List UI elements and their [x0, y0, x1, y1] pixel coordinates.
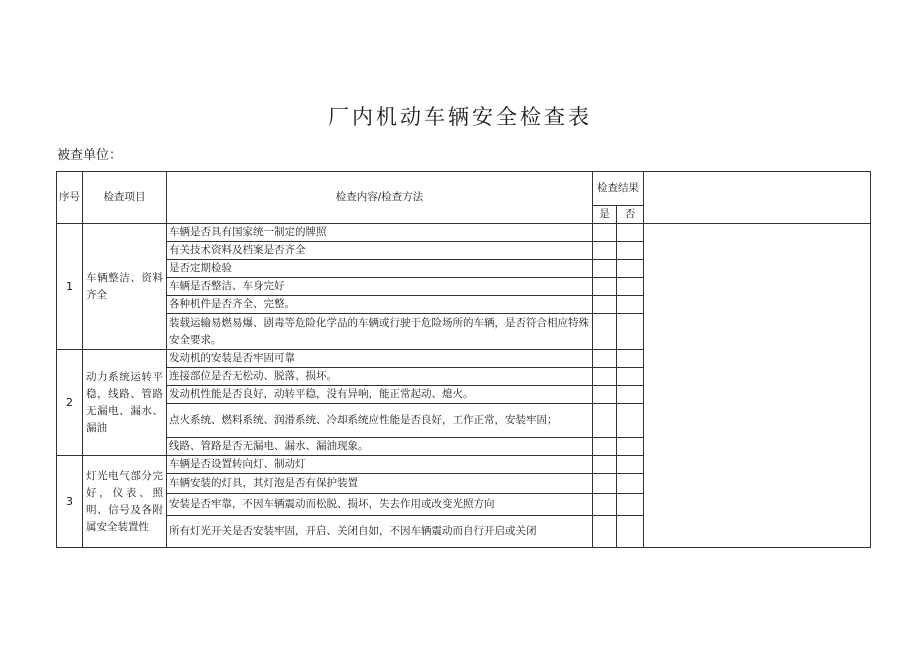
group-item: 车辆整洁、资料齐全 — [83, 224, 167, 350]
result-yes-cell[interactable] — [593, 296, 617, 314]
result-yes-cell[interactable] — [593, 368, 617, 386]
result-yes-cell[interactable] — [593, 494, 617, 516]
result-no-cell[interactable] — [617, 516, 644, 548]
header-yes: 是 — [593, 206, 617, 224]
check-content: 连接部位是否无松动、脱落、损坏。 — [167, 368, 593, 386]
result-yes-cell[interactable] — [593, 260, 617, 278]
inspection-table — [56, 171, 871, 548]
result-yes-cell[interactable] — [593, 224, 617, 242]
check-content: 线路、管路是否无漏电、漏水、漏油现象。 — [167, 438, 593, 456]
group-number: 1 — [57, 224, 83, 350]
result-no-cell[interactable] — [617, 260, 644, 278]
result-yes-cell[interactable] — [593, 516, 617, 548]
result-no-cell[interactable] — [617, 224, 644, 242]
result-no-cell[interactable] — [617, 438, 644, 456]
header-content: 检查内容/检查方法 — [167, 172, 593, 224]
check-content: 安装是否牢靠，不因车辆震动而松脱、损坏，失去作用或改变光照方向 — [167, 494, 593, 516]
result-no-cell[interactable] — [617, 350, 644, 368]
result-yes-cell[interactable] — [593, 278, 617, 296]
check-content: 车辆是否设置转向灯、制动灯 — [167, 456, 593, 474]
check-content: 车辆是否具有国家统一制定的牌照 — [167, 224, 593, 242]
check-content: 各种机件是否齐全、完整。 — [167, 296, 593, 314]
header-seq: 序号 — [57, 172, 83, 224]
check-content: 发动机的安装是否牢固可靠 — [167, 350, 593, 368]
result-no-cell[interactable] — [617, 368, 644, 386]
result-no-cell[interactable] — [617, 296, 644, 314]
header-item: 检查项目 — [83, 172, 167, 224]
table-row — [57, 224, 871, 242]
result-no-cell[interactable] — [617, 314, 644, 350]
group-number: 2 — [57, 350, 83, 456]
result-no-cell[interactable] — [617, 278, 644, 296]
result-no-cell[interactable] — [617, 494, 644, 516]
group-item: 动力系统运转平稳，线路、管路无漏电、漏水、漏油 — [83, 350, 167, 456]
check-content: 装载运输易燃易爆、剧毒等危险化学品的车辆或行驶于危险场所的车辆，是否符合相应特殊安全要求。 — [167, 314, 593, 350]
check-content: 有关技术资料及档案是否齐全 — [167, 242, 593, 260]
result-yes-cell[interactable] — [593, 404, 617, 438]
group-number: 3 — [57, 456, 83, 548]
group-item: 灯光电气部分完好，仪表、照明、信号及各附属安全装置性 — [83, 456, 167, 548]
check-content: 是否定期检验 — [167, 260, 593, 278]
remarks-cell[interactable] — [644, 224, 871, 548]
result-yes-cell[interactable] — [593, 386, 617, 404]
result-yes-cell[interactable] — [593, 350, 617, 368]
header-no: 否 — [617, 206, 644, 224]
result-yes-cell[interactable] — [593, 314, 617, 350]
check-content: 车辆是否整洁、车身完好 — [167, 278, 593, 296]
header-remarks-cell — [644, 172, 871, 224]
check-content: 点火系统、燃料系统、润滑系统、冷却系统应性能是否良好，工作正常，安装牢固； — [167, 404, 593, 438]
result-no-cell[interactable] — [617, 386, 644, 404]
result-no-cell[interactable] — [617, 456, 644, 474]
result-yes-cell[interactable] — [593, 242, 617, 260]
inspected-unit-label: 被查单位： — [57, 148, 123, 163]
header-result: 检查结果 — [593, 172, 644, 206]
check-content: 所有灯光开关是否安装牢固，开启、关闭自如，不因车辆震动而自行开启或关闭 — [167, 516, 593, 548]
result-yes-cell[interactable] — [593, 438, 617, 456]
result-no-cell[interactable] — [617, 242, 644, 260]
page-title: 厂内机动车辆安全检查表 — [328, 105, 592, 129]
result-no-cell[interactable] — [617, 404, 644, 438]
check-content: 车辆安装的灯具，其灯泡是否有保护装置 — [167, 474, 593, 494]
result-no-cell[interactable] — [617, 474, 644, 494]
check-content: 发动机性能是否良好，动转平稳，没有异响，能正常起动、熄火。 — [167, 386, 593, 404]
result-yes-cell[interactable] — [593, 474, 617, 494]
result-yes-cell[interactable] — [593, 456, 617, 474]
